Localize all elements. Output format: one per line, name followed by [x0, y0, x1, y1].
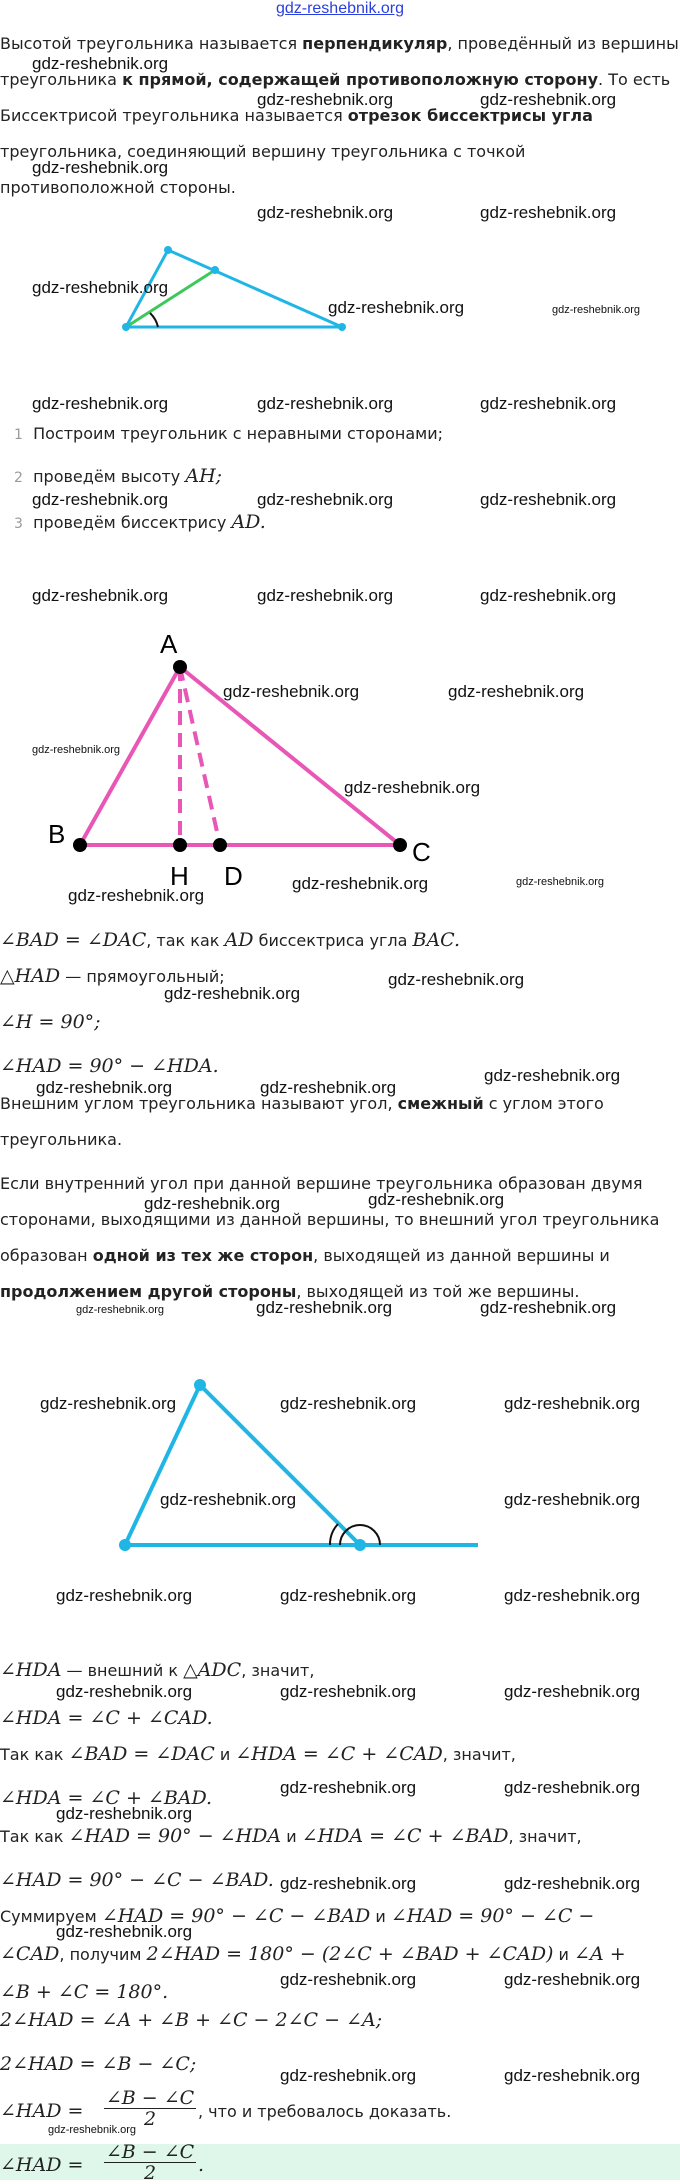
label-d: D: [224, 861, 243, 891]
exterior-angle-rule: Если внутренний угол при данной вершине треугольника образован двумя: [0, 1174, 643, 1193]
watermark: gdz-reshebnik.org: [480, 490, 617, 509]
label-c: C: [412, 837, 431, 867]
watermark: gdz-reshebnik.org: [40, 1394, 177, 1413]
watermark: gdz-reshebnik.org: [32, 158, 169, 177]
proof-line-1: ∠BAD = ∠DAC, так как AD биссектриса угла BAC.: [0, 929, 461, 951]
proof2-line-8: ∠CAD, получим 2∠HAD = 180° − (2∠C + ∠BAD + ∠CAD) и ∠A +: [0, 1943, 626, 1965]
point-d: [213, 838, 227, 852]
vertex-point: [354, 1539, 366, 1551]
proof2-line-9: ∠B + ∠C = 180°.: [0, 1981, 169, 2003]
watermark: gdz-reshebnik.org: [504, 1490, 641, 1509]
watermark: gdz-reshebnik.org: [260, 1078, 397, 1097]
fraction-numerator: ∠B − ∠C: [105, 2087, 195, 2109]
watermark: gdz-reshebnik.org: [280, 1682, 417, 1701]
watermark: gdz-reshebnik.org: [257, 490, 394, 509]
fraction-denominator: 2: [143, 2108, 157, 2130]
watermark: gdz-reshebnik.org: [32, 278, 169, 297]
watermark: gdz-reshebnik.org: [504, 1682, 641, 1701]
label-h: H: [170, 861, 189, 891]
watermark: gdz-reshebnik.org: [68, 886, 205, 905]
proof2-line-2: ∠HDA = ∠C + ∠CAD.: [0, 1707, 213, 1729]
point-h: [173, 838, 187, 852]
proof2-line-11: 2∠HAD = ∠B − ∠C;: [0, 2053, 197, 2075]
watermark: gdz-reshebnik.org: [280, 1970, 417, 1989]
exterior-angle-rule-4: продолжением другой стороны, выходящей из той же вершины.: [0, 1282, 580, 1301]
interior-angle-arc: [330, 1524, 338, 1545]
proof2-line-3: Так как ∠BAD = ∠DAC и ∠HDA = ∠C + ∠CAD, значит,: [0, 1743, 516, 1765]
proof2-line-10: 2∠HAD = ∠A + ∠B + ∠C − 2∠C − ∠A;: [0, 2009, 383, 2031]
watermark: gdz-reshebnik.org: [280, 1394, 417, 1413]
result-box: ∠HAD = ∠B − ∠C 2 .: [0, 2144, 680, 2180]
watermark: gdz-reshebnik.org: [480, 1298, 617, 1317]
result-denominator: 2: [143, 2162, 157, 2184]
watermark: gdz-reshebnik.org: [504, 2066, 641, 2085]
watermark: gdz-reshebnik.org: [32, 586, 169, 605]
height-definition: Высотой треугольника называется перпендикуляр, проведённый из вершины: [0, 34, 679, 53]
vertex-point: [119, 1539, 131, 1551]
bisector-end-point: [211, 266, 219, 274]
step-1: 1 Построим треугольник с неравными сторонами;: [14, 424, 443, 443]
watermark: gdz-reshebnik.org: [144, 1194, 281, 1213]
watermark: gdz-reshebnik.org: [36, 1078, 173, 1097]
watermark: gdz-reshebnik.org: [76, 1304, 165, 1316]
watermark: gdz-reshebnik.org: [328, 298, 465, 317]
watermark: gdz-reshebnik.org: [160, 1490, 297, 1509]
vertex-point: [122, 323, 130, 331]
watermark: gdz-reshebnik.org: [344, 778, 481, 797]
watermark: gdz-reshebnik.org: [280, 2066, 417, 2085]
watermark: gdz-reshebnik.org: [552, 304, 641, 316]
proof2-line-5: Так как ∠HAD = 90° − ∠HDA и ∠HDA = ∠C + ∠BAD, значит,: [0, 1825, 582, 1847]
watermark: gdz-reshebnik.org: [504, 1586, 641, 1605]
point-a: [173, 660, 187, 674]
watermark: gdz-reshebnik.org: [56, 1922, 193, 1941]
bisector-definition-2: треугольника, соединяющий вершину треугольника с точкой: [0, 142, 526, 161]
site-header-link[interactable]: gdz-reshebnik.org: [275, 0, 405, 17]
exterior-angle-rule-2: сторонами, выходящими из данной вершины, то внешний угол треугольника: [0, 1210, 660, 1229]
watermark: gdz-reshebnik.org: [257, 586, 394, 605]
exterior-angle-definition: Внешним углом треугольника называют угол, смежный с углом этого: [0, 1094, 604, 1113]
proof2-line-6: ∠HAD = 90° − ∠C − ∠BAD.: [0, 1869, 274, 1891]
triangle-height-bisector-diagram: [0, 625, 680, 895]
watermark: gdz-reshebnik.org: [32, 744, 121, 756]
watermark: gdz-reshebnik.org: [480, 586, 617, 605]
proof2-line-1: ∠HDA — внешний к △ADC, значит,: [0, 1659, 315, 1681]
vertex-point: [164, 246, 172, 254]
watermark: gdz-reshebnik.org: [32, 54, 169, 73]
watermark: gdz-reshebnik.org: [516, 876, 605, 888]
watermark: gdz-reshebnik.org: [32, 394, 169, 413]
watermark: gdz-reshebnik.org: [388, 970, 525, 989]
watermark: gdz-reshebnik.org: [223, 682, 360, 701]
point-b: [73, 838, 87, 852]
watermark: gdz-reshebnik.org: [32, 490, 169, 509]
watermark: gdz-reshebnik.org: [480, 203, 617, 222]
watermark: gdz-reshebnik.org: [292, 874, 429, 893]
watermark: gdz-reshebnik.org: [56, 1682, 193, 1701]
watermark: gdz-reshebnik.org: [56, 1586, 193, 1605]
vertex-point: [194, 1379, 206, 1391]
vertex-point: [338, 323, 346, 331]
watermark: gdz-reshebnik.org: [504, 1874, 641, 1893]
step-2: 2 проведём высоту AH;: [14, 465, 223, 487]
proof-line-3: ∠H = 90°;: [0, 1011, 101, 1033]
watermark: gdz-reshebnik.org: [504, 1394, 641, 1413]
height-definition-2: треугольника к прямой, содержащей противоположную сторону. То есть: [0, 70, 671, 89]
watermark: gdz-reshebnik.org: [280, 1586, 417, 1605]
watermark: gdz-reshebnik.org: [256, 1298, 393, 1317]
watermark: gdz-reshebnik.org: [257, 90, 394, 109]
watermark: gdz-reshebnik.org: [280, 1778, 417, 1797]
proof-line-2: △HAD — прямоугольный;: [0, 965, 225, 987]
proof-line-4: ∠HAD = 90° − ∠HDA.: [0, 1055, 219, 1077]
watermark: gdz-reshebnik.org: [480, 394, 617, 413]
exterior-angle-definition-2: треугольника.: [0, 1130, 123, 1149]
bisector-definition-3: противоположной стороны.: [0, 178, 236, 197]
proof2-line-7: Суммируем ∠HAD = 90° − ∠C − ∠BAD и ∠HAD = 90° − ∠C −: [0, 1905, 595, 1927]
watermark: gdz-reshebnik.org: [368, 1190, 505, 1209]
watermark: gdz-reshebnik.org: [280, 1874, 417, 1893]
angle-arc: [150, 313, 158, 327]
watermark: gdz-reshebnik.org: [257, 394, 394, 413]
watermark: gdz-reshebnik.org: [504, 1778, 641, 1797]
watermark: gdz-reshebnik.org: [480, 90, 617, 109]
watermark: gdz-reshebnik.org: [48, 2124, 137, 2136]
watermark: gdz-reshebnik.org: [484, 1066, 621, 1085]
bisector-definition: Биссектрисой треугольника называется отрезок биссектрисы угла: [0, 106, 593, 125]
label-a: A: [160, 629, 178, 659]
watermark: gdz-reshebnik.org: [504, 1970, 641, 1989]
watermark: gdz-reshebnik.org: [56, 1804, 193, 1823]
watermark: gdz-reshebnik.org: [164, 984, 301, 1003]
proof2-line-4: ∠HDA = ∠C + ∠BAD.: [0, 1787, 213, 1809]
watermark: gdz-reshebnik.org: [257, 203, 394, 222]
step-3: 3 проведём биссектрису AD.: [14, 511, 266, 533]
exterior-angle-rule-3: образован одной из тех же сторон, выходящей из данной вершины и: [0, 1246, 610, 1265]
label-b: B: [48, 819, 66, 849]
result-numerator: ∠B − ∠C: [105, 2141, 195, 2163]
point-c: [393, 838, 407, 852]
watermark: gdz-reshebnik.org: [448, 682, 585, 701]
